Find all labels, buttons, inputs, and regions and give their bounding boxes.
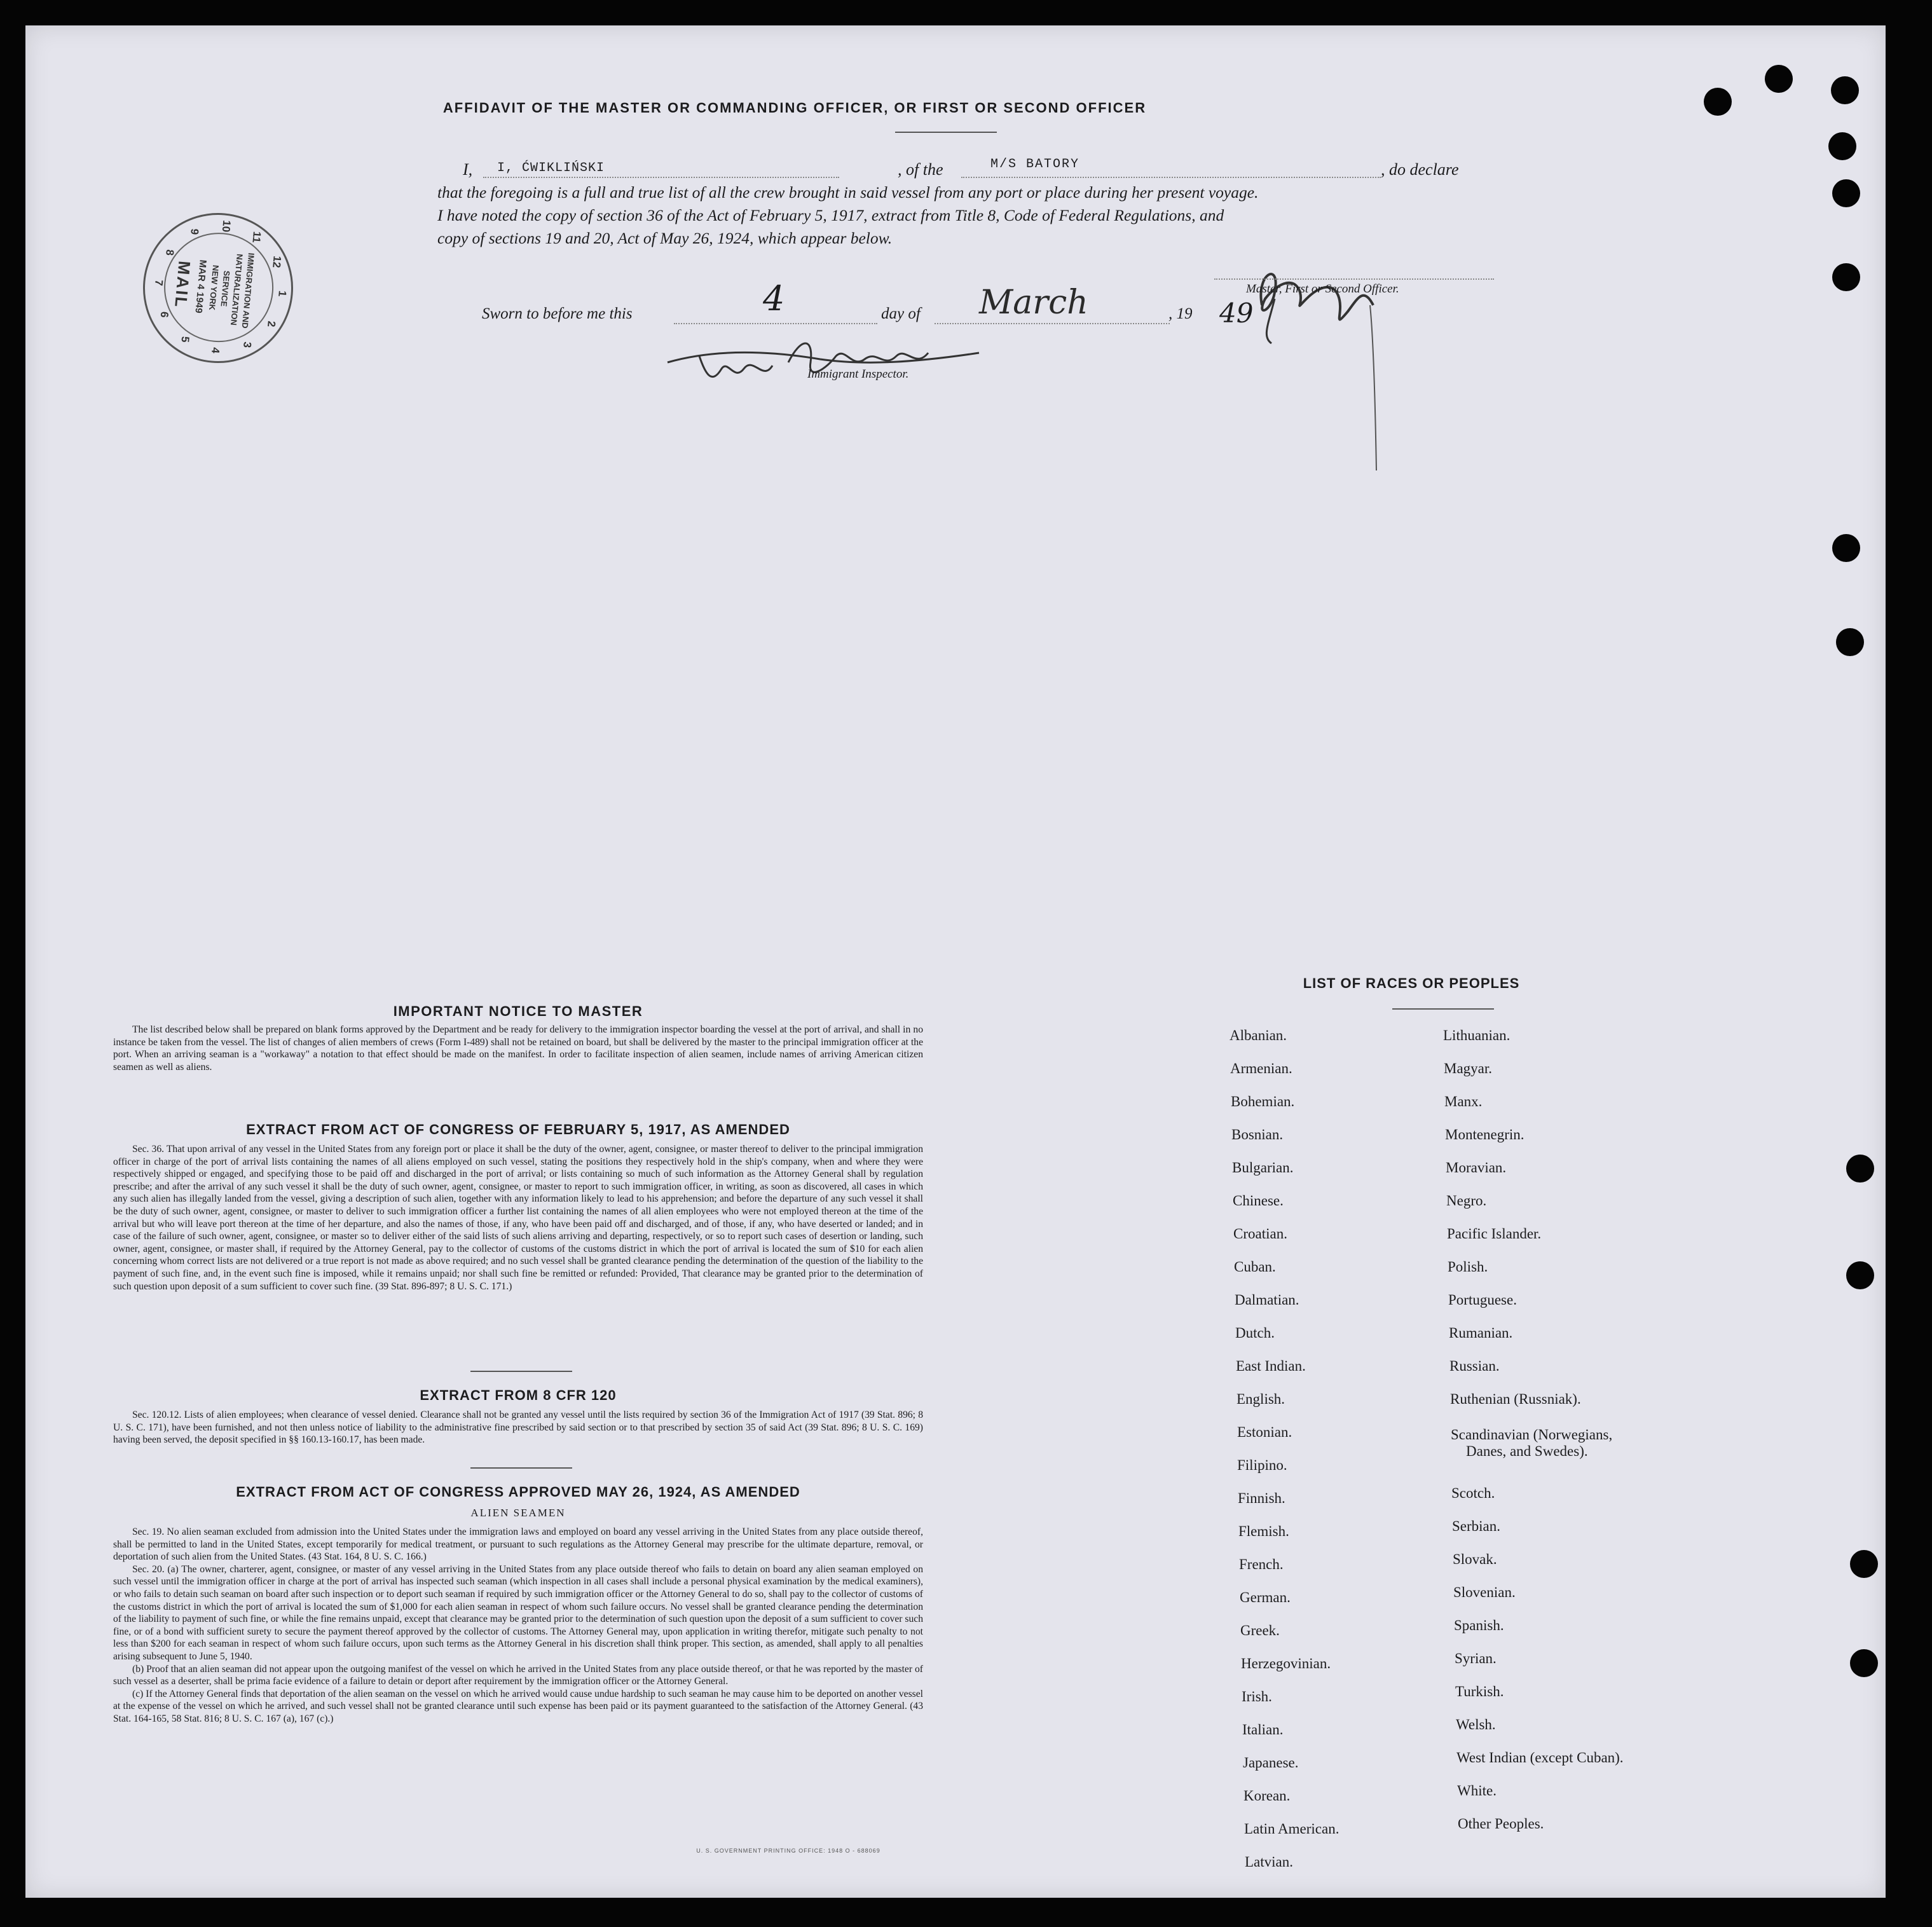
race-right-item: Scotch.: [1451, 1485, 1495, 1501]
punch-hole: [1850, 1649, 1878, 1677]
race-left-item: Bohemian.: [1231, 1094, 1295, 1109]
stamp-number: 5: [179, 336, 192, 343]
race-right-item: White.: [1457, 1783, 1497, 1799]
race-left-item: Filipino.: [1237, 1457, 1287, 1473]
race-left-item: Latin American.: [1244, 1821, 1339, 1837]
extract-cfr-text: Sec. 120.12. Lists of alien employees; when clearance of vessel denied. Clearance shall not be granted any vessel until the lists required by section 36 of the Immigration Act of 1917 (39 Stat. 896; 8 U. S. C. 171), have been furnished, and not then unless notice of liability to the administrative fine prescribed by said section or to that prescribed by section 35 of said Act (39 Stat. 896; 8 U. S. C. 169) having been served, the deposit specified in §§ 160.13-160.17, has been made.: [113, 1409, 923, 1446]
race-right-item: Manx.: [1444, 1094, 1483, 1109]
race-right-item: Spanish.: [1454, 1617, 1504, 1633]
race-right-item: Scandinavian (Norwegians,: [1451, 1427, 1613, 1443]
divider-1917: [470, 1371, 572, 1372]
affidavit-line-4: copy of sections 19 and 20, Act of May 26, 1924, which appear below.: [437, 229, 893, 247]
race-left-item: East Indian.: [1236, 1358, 1306, 1374]
race-left-item: Croatian.: [1233, 1226, 1287, 1242]
notice-text: The list described below shall be prepared on blank forms approved by the Department and be ready for delivery to the immigration inspector boarding the vessel at the port of arrival, and shall in no instance be taken from the vessel. The list of changes of alien members of crews (Form I-489) shall not be retained on board, but shall be delivered by the master to the principal immigration officer at the port. When an arriving seaman is a "workaway" a notation to that effect should be made on the manifest. In order to facilitate inspection of alien seamen, include names of arriving American citizen seamen as well as aliens.: [113, 1024, 923, 1073]
race-right-item: Rumanian.: [1449, 1325, 1513, 1341]
stamp-number: 1: [276, 290, 289, 298]
stamp-line-5: MAR 4 1949: [193, 259, 209, 314]
race-left-item: Bulgarian.: [1232, 1160, 1294, 1176]
races-divider: [1392, 1008, 1494, 1010]
year-suffix: 49: [1219, 298, 1254, 329]
sec-20a-text: Sec. 20. (a) The owner, charterer, agent, consignee, or master of any vessel arriving in the United States from any place outside thereof who fails to detain on board any alien seaman employed on such vessel until the immigration officer in charge at the port of arrival has inspected such seaman (which inspection in all cases shall include a personal physical examination by the medical examiners), or who fails to detain such seaman on board after such inspection or to deport such seaman if required by such immigration officer or the Attorney General to do so, shall pay to the collector of customs of the customs district in which the port of arrival is located the sum of $1,000 for each alien seaman in respect of whom such failure occurs. No vessel shall be granted clearance pending the determination of the liability to payment of such fine, or while the fine remains unpaid, except that clearance may be granted prior to the determination of such question upon the deposit of a sum sufficient to cover such fine, or of a bond with sufficient surety to secure the payment thereof approved by the collector of customs. The Attorney General may, upon application in writing therefor, mitigate such penalty to not less than $200 for each seaman in respect of whom such failure occurs, upon such terms as the Attorney General in his discretion shall think proper. This section, as amended, shall apply to all penalties arising subsequent to June 5, 1940.: [113, 1563, 923, 1662]
extract-1917-text: Sec. 36. That upon arrival of any vessel in the United States from any foreign port or place it shall be the duty of the owner, agent, consignee, or master thereof to deliver to the principal immigration officer in charge of the port of arrival lists containing the names of all aliens employed on such vessel, stating the positions they respectively hold in the ship's company, when and where they were respectively shipped or engaged, and specifying those to be paid off and discharged in the port of arrival; or lists containing so much of such information as the Attorney General shall by regulation prescribe; and after the arrival of any such vessel it shall be the duty of such owner, agent, consignee, or master to report to such immigration officer, in writing, as soon as discovered, all cases in which any such alien has illegally landed from the vessel, giving a description of such alien, together with any information likely to lead to his apprehension; and before the departure of any such vessel it shall be the duty of such owner, agent, consignee, or master to deliver to such immigration officer a further list containing the names of all alien employees who were not employed thereon at the time of the arrival but who will leave port thereon at the time of her departure, and also the names of those, if any, who have been paid off and discharged, and of those, if any, who have deserted or landed; and in case of the failure of such owner, agent, consignee, or master so to deliver either of the said lists of such aliens arriving and departing, respectively, or so to report such cases of desertion or landing, such owner, agent, consignee, or master shall, if required by the Attorney General, pay to the collector of customs of the customs district in which the port of arrival is located the sum of $10 for each alien concerning whom correct lists are not delivered or a true report is not made as above required; and no such vessel shall be granted clearance pending the determination of the question of the liability to the payment of such fine, and, in the event such fine is imposed, while it remains unpaid; nor shall such fine be remitted or refunded: Provided, That clearance may be granted prior to the determination of such question upon deposit of a sum sufficient to cover such fine. (39 Stat. 896-897; 8 U. S. C. 171.): [113, 1144, 923, 1292]
master-caption: Master, First or Second Officer.: [1246, 282, 1399, 296]
affidavit-line-2: that the foregoing is a full and true list of all the crew brought in said vessel from any port or place during her present voyage.: [437, 183, 1259, 202]
extract-1917-title: EXTRACT FROM ACT OF CONGRESS OF FEBRUARY 5, 1917, AS AMENDED: [246, 1121, 790, 1137]
extract-1924-subtitle: ALIEN SEAMEN: [470, 1507, 566, 1519]
race-right-item: Serbian.: [1452, 1518, 1501, 1534]
stamp-line-4: NEW YORK: [207, 264, 221, 311]
punch-hole: [1832, 179, 1860, 207]
race-left-item: Estonian.: [1237, 1424, 1292, 1440]
vessel-line: [961, 177, 1381, 178]
sec-20b-text: (b) Proof that an alien seaman did not appear upon the outgoing manifest of the vessel on which he arrived in the United States from any place outside thereof, or that he was reported by the master of such vessel as a deserter, shall be prima facie evidence of a failure to detain or deport after requirement by the immigration officer or the Attorney General.: [113, 1663, 923, 1687]
divider-cfr: [470, 1467, 572, 1469]
sec-20c-text: (c) If the Attorney General finds that deportation of the alien seaman on the vessel on which he arrived would cause undue hardship to such seaman he may cause him to be deported on another vessel at the expense of the vessel on which he arrived, and such vessel shall not be granted clearance until such expense has been paid or its payment guaranteed to the satisfaction of the Attorney General. (43 Stat. 164-165, 58 Stat. 816; 8 U. S. C. 167 (a), 167 (c).): [113, 1688, 923, 1724]
race-right-item: Lithuanian.: [1443, 1027, 1511, 1043]
race-left-item: Italian.: [1242, 1722, 1284, 1738]
race-left-item: Japanese.: [1243, 1755, 1299, 1771]
extract-1924-body: [113, 1526, 923, 1725]
race-left-item: Albanian.: [1230, 1027, 1287, 1043]
punch-hole: [1828, 132, 1856, 160]
stamp-line-3: SERVICE: [219, 270, 232, 307]
master-name-field: I, ĆWIKLIŃSKI: [497, 161, 605, 175]
sec-19-text: Sec. 19. No alien seaman excluded from admission into the United States under the immigration laws and employed on board any vessel arriving in the United States from any place outside thereof, shall be permitted to land in the United States, except temporarily for medical treatment, or pursuant to such regulations as the Attorney General may prescribe for the ultimate departure, removal, or deportation of such alien from the United States. (43 Stat. 164, 8 U. S. C. 166.): [113, 1526, 923, 1563]
i-label: I,: [463, 160, 473, 179]
race-right-item: Montenegrin.: [1445, 1127, 1524, 1142]
race-left-item: Finnish.: [1238, 1490, 1285, 1506]
race-left-item: Cuban.: [1234, 1259, 1276, 1275]
stamp-line-2: NATURALIZATION: [228, 253, 245, 326]
race-right-item: Portuguese.: [1448, 1292, 1517, 1308]
race-left-item: Bosnian.: [1231, 1127, 1284, 1142]
race-left-item: Latvian.: [1245, 1854, 1293, 1870]
sworn-day: 4: [763, 278, 785, 319]
punch-hole: [1765, 65, 1793, 93]
stamp-number: 8: [163, 249, 176, 256]
race-left-item: Chinese.: [1233, 1193, 1284, 1209]
race-right-item: Magyar.: [1444, 1060, 1493, 1076]
punch-hole: [1704, 88, 1732, 116]
stamp-number: 12: [270, 255, 284, 269]
title-divider: [895, 132, 997, 133]
race-right-item: Syrian.: [1455, 1650, 1497, 1666]
race-left-item: Dalmatian.: [1235, 1292, 1299, 1308]
inspector-signature: [661, 324, 992, 394]
race-left-item: Korean.: [1243, 1788, 1291, 1804]
race-right-item: Welsh.: [1456, 1717, 1496, 1732]
do-declare-label: , do declare: [1381, 160, 1459, 179]
sworn-label: Sworn to before me this: [482, 305, 633, 322]
race-right-item: Slovak.: [1453, 1551, 1497, 1567]
immigration-stamp: [137, 207, 299, 369]
master-signature: [1237, 235, 1415, 477]
notice-title: IMPORTANT NOTICE TO MASTER: [393, 1003, 643, 1019]
race-right-item: Negro.: [1446, 1193, 1487, 1209]
race-right-item: Russian.: [1449, 1358, 1500, 1374]
punch-hole: [1846, 1261, 1874, 1289]
race-left-item: Flemish.: [1238, 1523, 1289, 1539]
punch-hole: [1831, 76, 1859, 104]
race-right-item: West Indian (except Cuban).: [1456, 1750, 1624, 1766]
vessel-name-field: M/S BATORY: [990, 157, 1080, 172]
punch-hole: [1832, 263, 1860, 291]
race-right-item: Turkish.: [1455, 1684, 1504, 1699]
stamp-number-ring: [139, 209, 297, 367]
master-signature-line: [1214, 278, 1494, 280]
sworn-month: March: [979, 284, 1088, 322]
affidavit-title: AFFIDAVIT OF THE MASTER OR COMMANDING OFFICER, OR FIRST OR SECOND OFFICER: [442, 100, 1147, 116]
stamp-line-6: MAIL: [170, 260, 195, 310]
punch-hole: [1836, 628, 1864, 656]
affidavit-line-3: I have noted the copy of section 36 of the Act of February 5, 1917, extract from Title 8, Code of Federal Regulations, and: [437, 206, 1224, 224]
race-left-item: Greek.: [1240, 1622, 1280, 1638]
stamp-number: 4: [209, 346, 222, 354]
punch-hole: [1850, 1550, 1878, 1578]
punch-hole: [1846, 1155, 1874, 1183]
races-title: LIST OF RACES OR PEOPLES: [1303, 975, 1520, 991]
day-of-label: day of: [881, 305, 921, 322]
race-left-item: Herzegovinian.: [1241, 1656, 1331, 1671]
race-right-item: Danes, and Swedes).: [1466, 1443, 1588, 1459]
race-left-item: Irish.: [1242, 1689, 1272, 1704]
extract-1924-title: EXTRACT FROM ACT OF CONGRESS APPROVED MAY 26, 1924, AS AMENDED: [236, 1484, 800, 1500]
stamp-number: 9: [188, 228, 201, 235]
race-right-item: Polish.: [1448, 1259, 1488, 1275]
race-right-item: Moravian.: [1446, 1160, 1507, 1176]
stamp-number: 11: [250, 231, 263, 243]
punch-hole: [1832, 534, 1860, 562]
year-prefix: , 19: [1168, 305, 1193, 322]
extract-cfr-title: EXTRACT FROM 8 CFR 120: [420, 1387, 617, 1403]
race-right-item: Other Peoples.: [1458, 1816, 1544, 1832]
race-left-item: Armenian.: [1230, 1060, 1292, 1076]
printing-office-footer: U. S. GOVERNMENT PRINTING OFFICE: 1948 O - 688069: [696, 1848, 880, 1854]
race-left-item: Dutch.: [1235, 1325, 1275, 1341]
race-right-item: Pacific Islander.: [1447, 1226, 1542, 1242]
race-left-item: French.: [1239, 1556, 1284, 1572]
stamp-line-1: IMMIGRATION AND: [240, 252, 256, 329]
stamp-number: 2: [265, 320, 278, 328]
inspector-caption: Immigrant Inspector.: [807, 367, 909, 381]
master-name-line: [483, 177, 839, 178]
form-page: [25, 25, 1886, 1898]
race-left-item: German.: [1240, 1589, 1291, 1605]
race-left-item: English.: [1237, 1391, 1285, 1407]
stamp-number: 3: [241, 341, 254, 348]
of-the-label: , of the: [898, 160, 943, 179]
race-right-item: Slovenian.: [1453, 1584, 1516, 1600]
race-right-item: Ruthenian (Russniak).: [1450, 1391, 1581, 1407]
stamp-number: 10: [219, 219, 233, 233]
stamp-number: 7: [152, 279, 165, 287]
stamp-number: 6: [158, 311, 171, 319]
